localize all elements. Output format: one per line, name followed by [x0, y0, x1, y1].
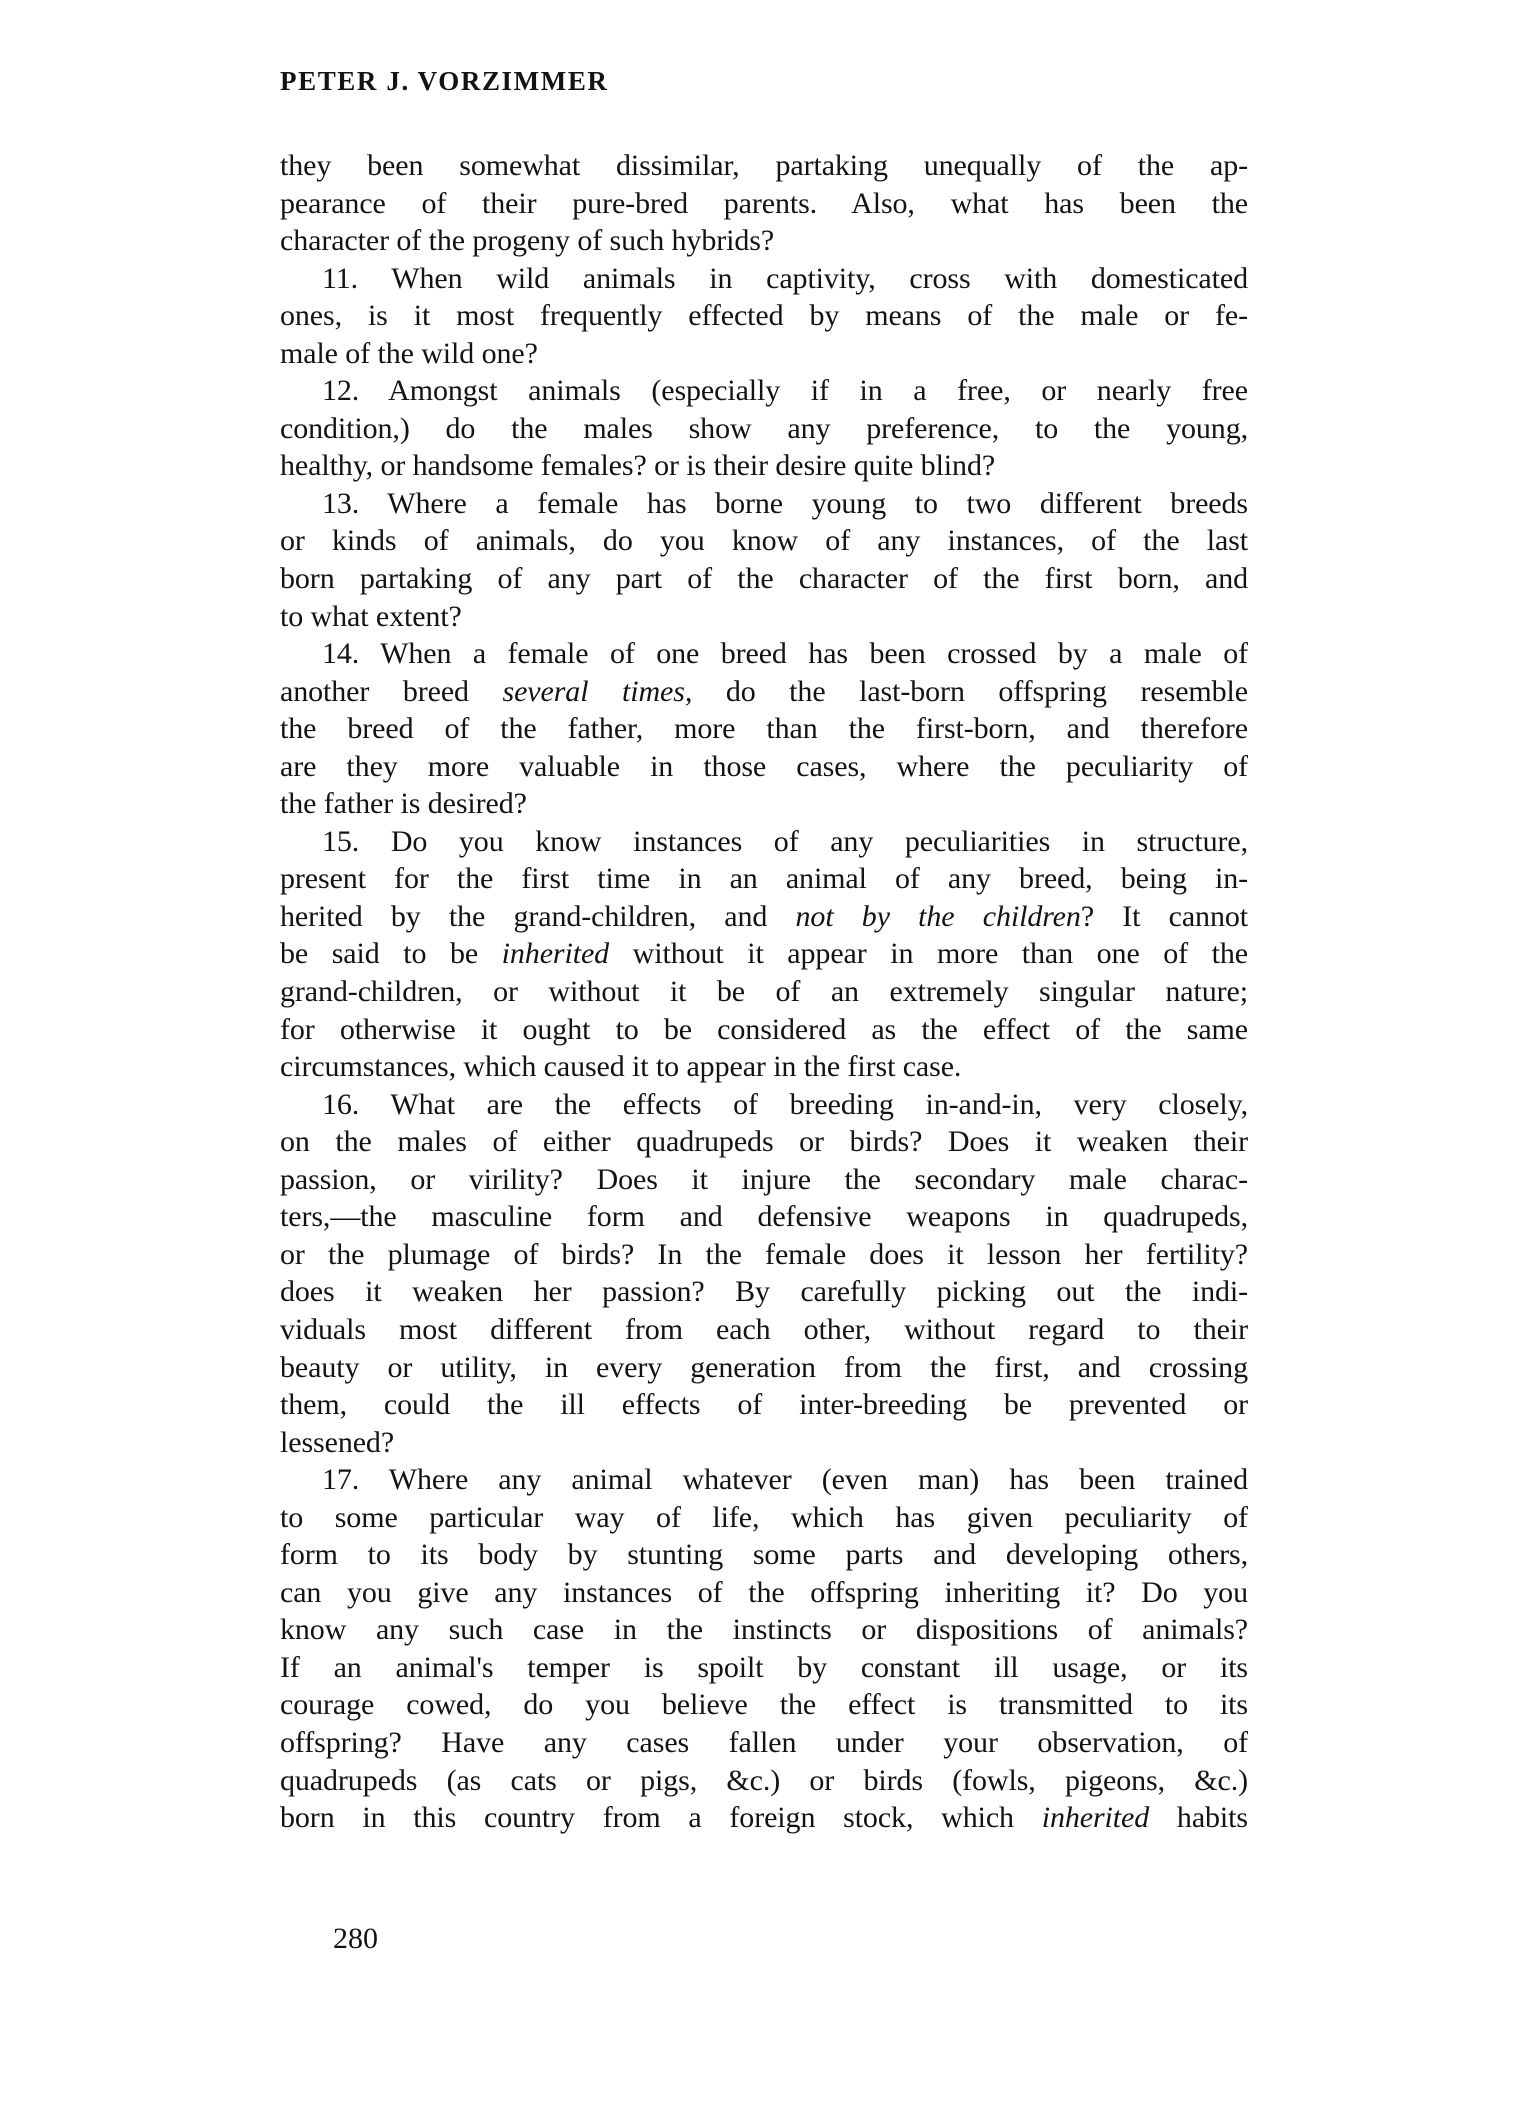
- text-line: [280, 710, 1248, 748]
- text-segment: grand-children, or without it be of an extremely singular nature;: [280, 975, 1248, 1009]
- text-segment: ters,—the masculine form and defensive weapons in quadrupeds,: [280, 1200, 1248, 1234]
- text-line: [280, 372, 1248, 410]
- text-segment: habits: [1149, 1801, 1248, 1835]
- text-line: [280, 860, 1248, 898]
- text-line: [280, 410, 1248, 448]
- text-line: [280, 1536, 1248, 1574]
- text-segment: pearance of their pure-bred parents. Also, what has been the: [280, 186, 1248, 220]
- text-line: [280, 1161, 1248, 1199]
- text-line: [280, 297, 1248, 335]
- text-line: [280, 673, 1248, 711]
- text-segment: 16. What are the effects of breeding in-and-in, very closely,: [322, 1087, 1248, 1121]
- text-line: [280, 522, 1248, 560]
- text-segment: 15. Do you know instances of any peculiarities in structure,: [322, 824, 1248, 858]
- text-line: [280, 1799, 1248, 1837]
- text-segment: ? It cannot: [1080, 899, 1248, 933]
- text-segment: present for the first time in an animal of any breed, being in-: [280, 862, 1248, 896]
- text-line: [280, 1273, 1248, 1311]
- body-text: [280, 147, 1248, 1837]
- text-segment: without it appear in more than one of the: [609, 937, 1248, 971]
- text-line: [280, 485, 1248, 523]
- text-line: [280, 222, 1248, 260]
- text-segment: 14. When a female of one breed has been crossed by a male of: [322, 637, 1248, 671]
- text-segment: passion, or virility? Does it injure the secondary male charac-: [280, 1162, 1248, 1196]
- text-line: [280, 1611, 1248, 1649]
- italic-text-segment: inherited: [501, 937, 610, 971]
- text-segment: they been somewhat dissimilar, partaking unequally of the ap-: [280, 149, 1248, 182]
- text-segment: on the males of either quadrupeds or birds? Does it weaken their: [280, 1125, 1248, 1159]
- text-line: [280, 147, 1248, 185]
- text-segment: born in this country from a foreign stock, which: [280, 1801, 1042, 1835]
- text-segment: 13. Where a female has borne young to two different breeds: [322, 486, 1248, 520]
- text-line: [280, 823, 1248, 861]
- text-segment: male of the wild one?: [280, 336, 538, 370]
- text-line: [280, 935, 1248, 973]
- text-segment: be said to be: [280, 937, 502, 971]
- text-segment: 12. Amongst animals (especially if in a free, or nearly free: [322, 374, 1248, 408]
- text-segment: character of the progeny of such hybrids?: [280, 224, 775, 258]
- text-line: [280, 1574, 1248, 1612]
- text-segment: can you give any instances of the offspring inheriting it? Do you: [280, 1575, 1248, 1609]
- text-line: [280, 1649, 1248, 1687]
- text-line: [280, 1762, 1248, 1800]
- text-segment: circumstances, which caused it to appear in the first case.: [280, 1050, 962, 1084]
- italic-text-segment: inherited: [1041, 1801, 1150, 1835]
- text-segment: 11. When wild animals in captivity, cross with domesticated: [322, 261, 1248, 295]
- text-line: [280, 1724, 1248, 1762]
- text-line: [280, 560, 1248, 598]
- text-segment: born partaking of any part of the character of the first born, and: [280, 562, 1248, 596]
- text-segment: them, could the ill effects of inter-breeding be prevented or: [280, 1388, 1248, 1422]
- text-line: [280, 898, 1248, 936]
- text-line: [280, 185, 1248, 223]
- text-segment: 17. Where any animal whatever (even man) has been trained: [322, 1463, 1248, 1497]
- italic-text-segment: not by the children: [795, 899, 1081, 933]
- text-line: [280, 785, 1248, 823]
- italic-text-segment: several times,: [502, 674, 693, 708]
- text-line: [280, 1011, 1248, 1049]
- text-line: [280, 1311, 1248, 1349]
- text-segment: to some particular way of life, which has given peculiarity of: [280, 1500, 1248, 1534]
- text-line: [280, 1499, 1248, 1537]
- text-line: [280, 1349, 1248, 1387]
- text-segment: to what extent?: [280, 599, 462, 633]
- text-line: [280, 748, 1248, 786]
- text-segment: quadrupeds (as cats or pigs, &c.) or birds (fowls, pigeons, &c.): [280, 1763, 1248, 1797]
- text-segment: ones, is it most frequently effected by means of the male or fe-: [280, 299, 1248, 333]
- text-segment: does it weaken her passion? By carefully picking out the indi-: [280, 1275, 1248, 1309]
- text-segment: or the plumage of birds? In the female does it lesson her fertility?: [280, 1237, 1248, 1271]
- text-segment: courage cowed, do you believe the effect is transmitted to its: [280, 1688, 1248, 1722]
- text-line: [280, 1123, 1248, 1161]
- text-line: [280, 447, 1248, 485]
- text-segment: the breed of the father, more than the first-born, and therefore: [280, 712, 1248, 746]
- text-segment: beauty or utility, in every generation from the first, and crossing: [280, 1350, 1248, 1384]
- text-segment: offspring? Have any cases fallen under your observation, of: [280, 1725, 1248, 1759]
- text-segment: form to its body by stunting some parts and developing others,: [280, 1538, 1248, 1572]
- text-line: [280, 598, 1248, 636]
- text-segment: do the last-born offspring resemble: [692, 674, 1248, 708]
- text-segment: If an animal's temper is spoilt by constant ill usage, or its: [280, 1650, 1248, 1684]
- text-line: [280, 260, 1248, 298]
- text-segment: healthy, or handsome females? or is their desire quite blind?: [280, 449, 996, 483]
- text-segment: condition,) do the males show any preference, to the young,: [280, 411, 1248, 445]
- text-segment: know any such case in the instincts or dispositions of animals?: [280, 1613, 1248, 1647]
- running-header: PETER J. VORZIMMER: [280, 66, 609, 96]
- text-line: [280, 1424, 1248, 1462]
- text-line: [280, 1461, 1248, 1499]
- text-line: [280, 335, 1248, 373]
- text-line: [280, 1686, 1248, 1724]
- text-line: [280, 1198, 1248, 1236]
- text-segment: are they more valuable in those cases, where the peculiarity of: [280, 749, 1248, 783]
- text-segment: for otherwise it ought to be considered as the effect of the same: [280, 1012, 1248, 1046]
- text-line: [280, 973, 1248, 1011]
- text-segment: herited by the grand-children, and: [280, 899, 796, 933]
- text-segment: another breed: [280, 674, 503, 708]
- page-number: 280: [333, 1922, 378, 1955]
- text-line: [280, 1048, 1248, 1086]
- text-segment: viduals most different from each other, without regard to their: [280, 1312, 1248, 1346]
- text-line: [280, 1086, 1248, 1124]
- text-line: [280, 635, 1248, 673]
- text-line: [280, 1386, 1248, 1424]
- text-segment: lessened?: [280, 1425, 395, 1459]
- text-segment: the father is desired?: [280, 787, 527, 821]
- text-line: [280, 1236, 1248, 1274]
- text-segment: or kinds of animals, do you know of any instances, of the last: [280, 524, 1248, 558]
